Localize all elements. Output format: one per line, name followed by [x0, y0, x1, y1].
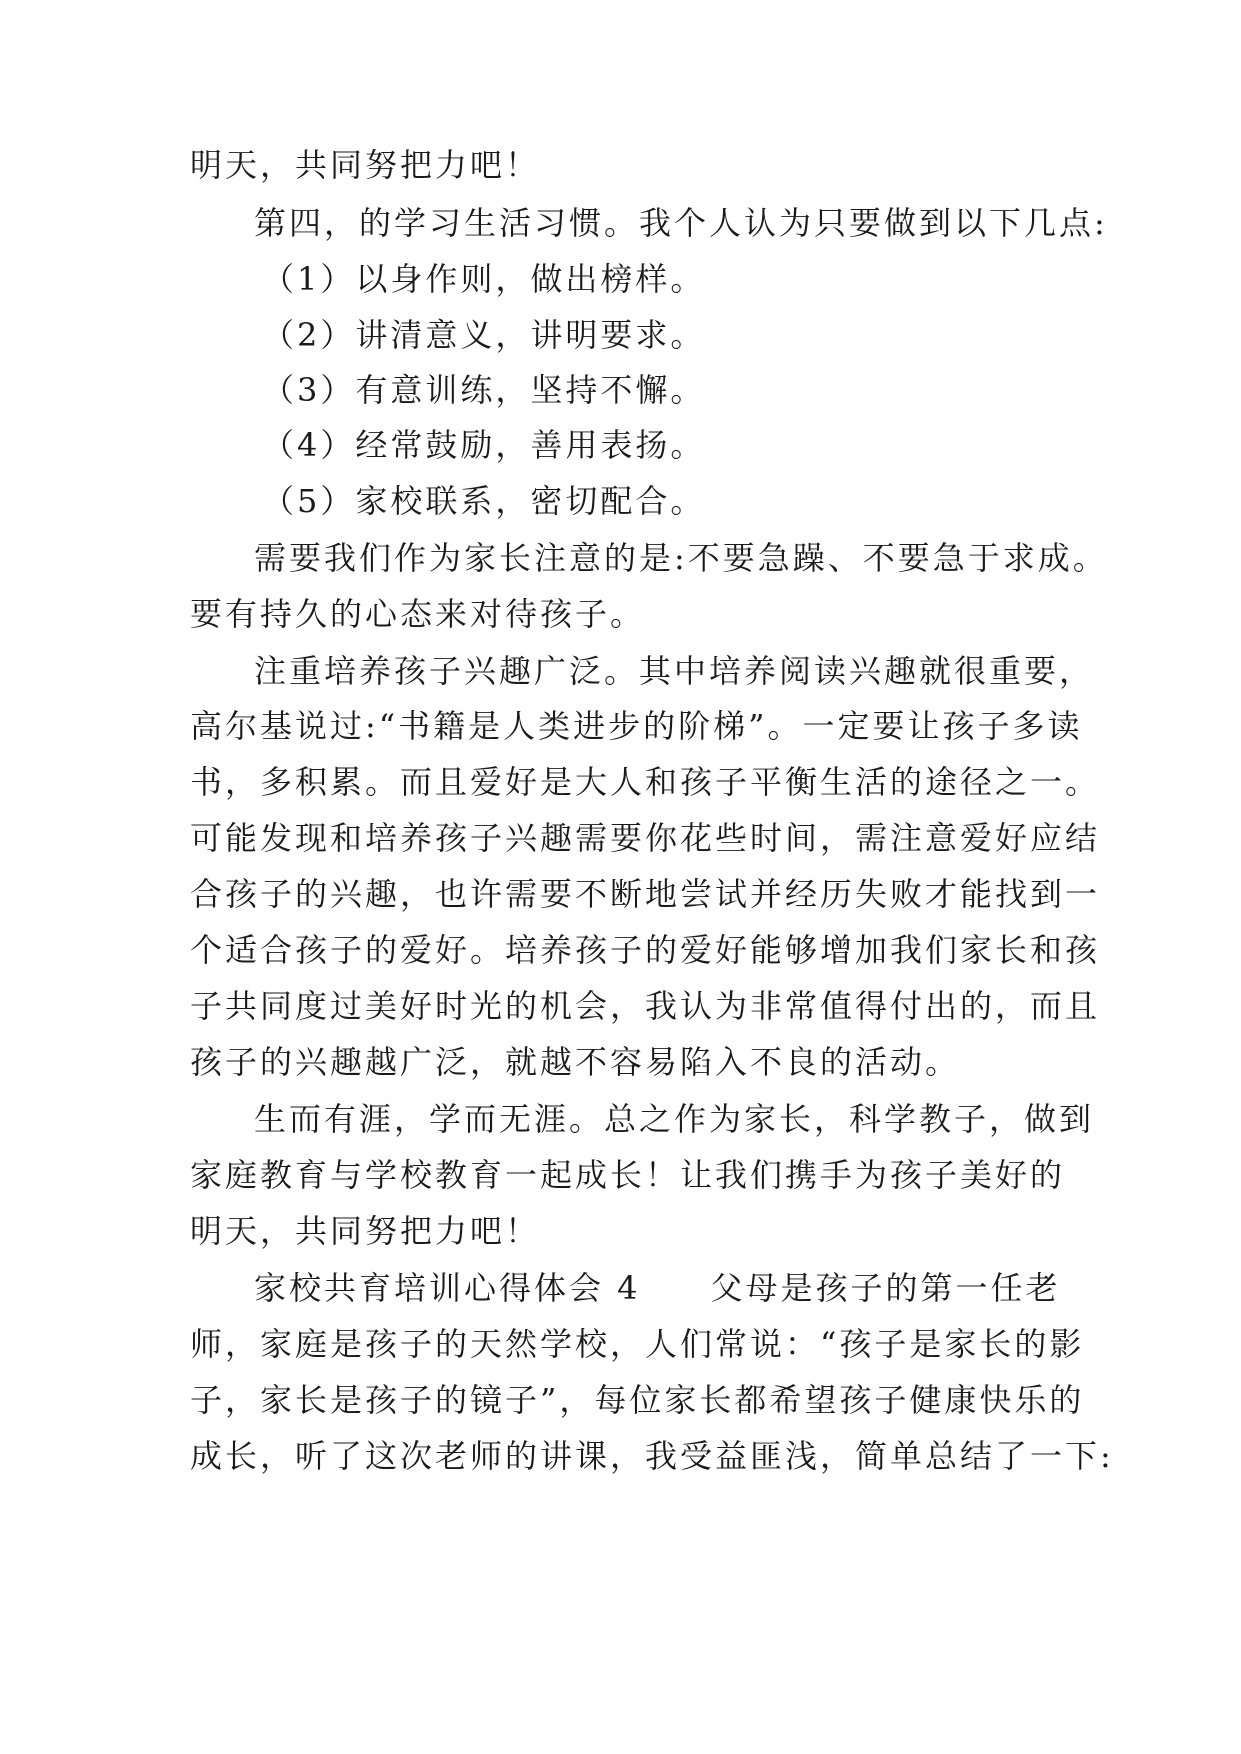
list-item: （4）经常鼓励，善用表扬。 — [262, 426, 706, 464]
list-item: （3）有意训练，坚持不懈。 — [262, 371, 706, 409]
text-line: 生而有涯，学而无涯。总之作为家长，科学教子，做到 — [254, 1100, 1095, 1138]
text-line: 明天，共同努把力吧！ — [190, 1212, 541, 1250]
text-line: 书，多积累。而且爱好是大人和孩子平衡生活的途径之一。 — [190, 763, 1101, 801]
text-line: 第四，的学习生活习惯。我个人认为只要做到以下几点: — [254, 204, 1108, 242]
text-line: 子共同度过美好时光的机会，我认为非常值得付出的，而且 — [190, 987, 1101, 1025]
list-item: （2）讲清意义，讲明要求。 — [262, 316, 706, 354]
heading-line — [254, 1268, 1134, 1308]
text-line: 高尔基说过:“书籍是人类进步的阶梯”。一定要让孩子多读 — [190, 707, 1083, 745]
text-line: 合孩子的兴趣，也许需要不断地尝试并经历失败才能找到一 — [190, 875, 1101, 913]
text-line: 注重培养孩子兴趣广泛。其中培养阅读兴趣就很重要， — [254, 652, 1095, 690]
section-title: 家校共育培训心得体会 4 — [254, 1269, 641, 1307]
text-line: 师，家庭是孩子的天然学校，人们常说：“孩子是家长的影 — [190, 1325, 1085, 1363]
section-text: 父母是孩子的第一任老 — [710, 1269, 1061, 1307]
list-item: （5）家校联系，密切配合。 — [262, 482, 706, 520]
text-line: 成长，听了这次老师的讲课，我受益匪浅，简单总结了一下: — [190, 1437, 1114, 1475]
text-line: 个适合孩子的爱好。培养孩子的爱好能够增加我们家长和孩 — [190, 931, 1101, 969]
text-line: 明天，共同努把力吧！ — [190, 146, 541, 184]
text-line: 孩子的兴趣越广泛，就越不容易陷入不良的活动。 — [190, 1043, 961, 1081]
list-item: （1）以身作则，做出榜样。 — [262, 260, 706, 298]
text-line: 子，家长是孩子的镜子”，每位家长都希望孩子健康快乐的 — [190, 1381, 1085, 1419]
text-line: 要有持久的心态来对待孩子。 — [190, 595, 646, 633]
text-line: 需要我们作为家长注意的是:不要急躁、不要急于求成。 — [254, 539, 1108, 577]
text-line: 可能发现和培养孩子兴趣需要你花些时间，需注意爱好应结 — [190, 819, 1101, 857]
text-line: 家庭教育与学校教育一起成长！让我们携手为孩子美好的 — [190, 1156, 1066, 1194]
